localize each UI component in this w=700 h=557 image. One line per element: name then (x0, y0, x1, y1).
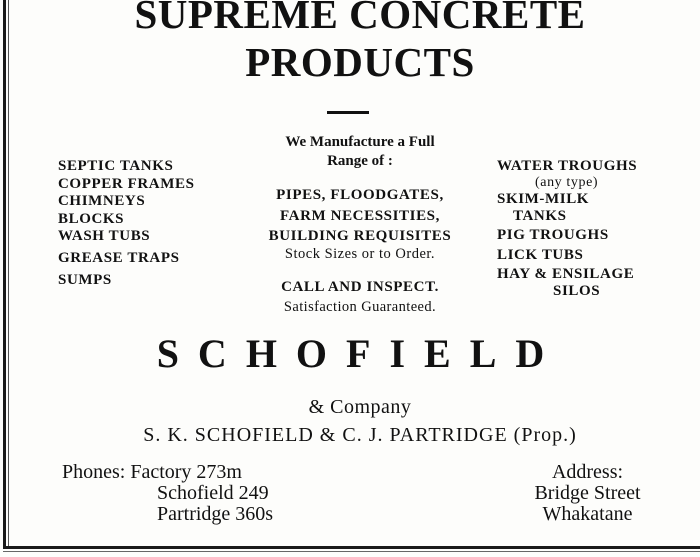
address-block (505, 462, 670, 525)
left-item-wash-tubs: WASH TUBS (58, 228, 151, 244)
right-item-silos: SILOS (553, 282, 601, 299)
middle-item-pipes: PIPES, FLOODGATES, (276, 187, 444, 203)
intro-line-2: Range of : (327, 153, 393, 169)
right-item-tanks: TANKS (513, 207, 567, 224)
left-item-grease-traps: GREASE TRAPS (58, 249, 180, 266)
left-item-septic-tanks: SEPTIC TANKS (58, 158, 174, 174)
stock-sizes-text: Stock Sizes or to Order. (284, 246, 436, 262)
and-company-text: & Company (308, 396, 412, 418)
headline-line-2: PRODUCTS (245, 39, 475, 85)
call-and-inspect-text: CALL AND INSPECT. (281, 279, 439, 295)
phones-line-3: Partridge 360s (157, 503, 274, 525)
left-product-list (58, 158, 195, 290)
address-town: Whakatane (542, 503, 633, 525)
right-item-hay-ensilage: HAY & ENSILAGE (497, 266, 635, 282)
left-item-blocks: BLOCKS (58, 210, 125, 227)
headline-line-1: SUPREME CONCRETE (134, 0, 586, 37)
phones-line-2: Schofield 249 (157, 482, 269, 504)
proprietors-text: S. K. SCHOFIELD & C. J. PARTRIDGE (Prop.) (143, 424, 577, 446)
middle-item-building: BUILDING REQUISITES (268, 228, 452, 244)
address-street: Bridge Street (534, 482, 641, 504)
company-name: SCHOFIELD (156, 331, 564, 376)
phones-block (62, 462, 273, 525)
right-product-list (497, 158, 637, 299)
right-item-water-troughs: WATER TROUGHS (497, 158, 638, 174)
manufacture-intro (240, 133, 480, 171)
intro-line-1: We Manufacture a Full (285, 134, 435, 150)
headline-divider (327, 111, 369, 114)
right-item-lick-tubs: LICK TUBS (497, 246, 584, 263)
right-item-any-type: (any type) (535, 174, 599, 190)
middle-item-farm: FARM NECESSITIES, (280, 207, 440, 224)
satisfaction-text: Satisfaction Guaranteed. (283, 299, 437, 315)
left-item-copper-frames: COPPER FRAMES (58, 175, 195, 192)
right-item-pig-troughs: PIG TROUGHS (497, 227, 609, 243)
phones-line-1: Phones: Factory 273m (62, 461, 242, 483)
bottom-border-rule (3, 546, 700, 549)
bottom-border-thin-rule (3, 551, 700, 552)
left-item-chimneys: CHIMNEYS (58, 193, 146, 209)
left-item-sumps: SUMPS (58, 272, 112, 288)
address-label: Address: (551, 461, 624, 483)
middle-product-list (240, 185, 480, 247)
right-item-skim-milk: SKIM-MILK (497, 191, 590, 207)
